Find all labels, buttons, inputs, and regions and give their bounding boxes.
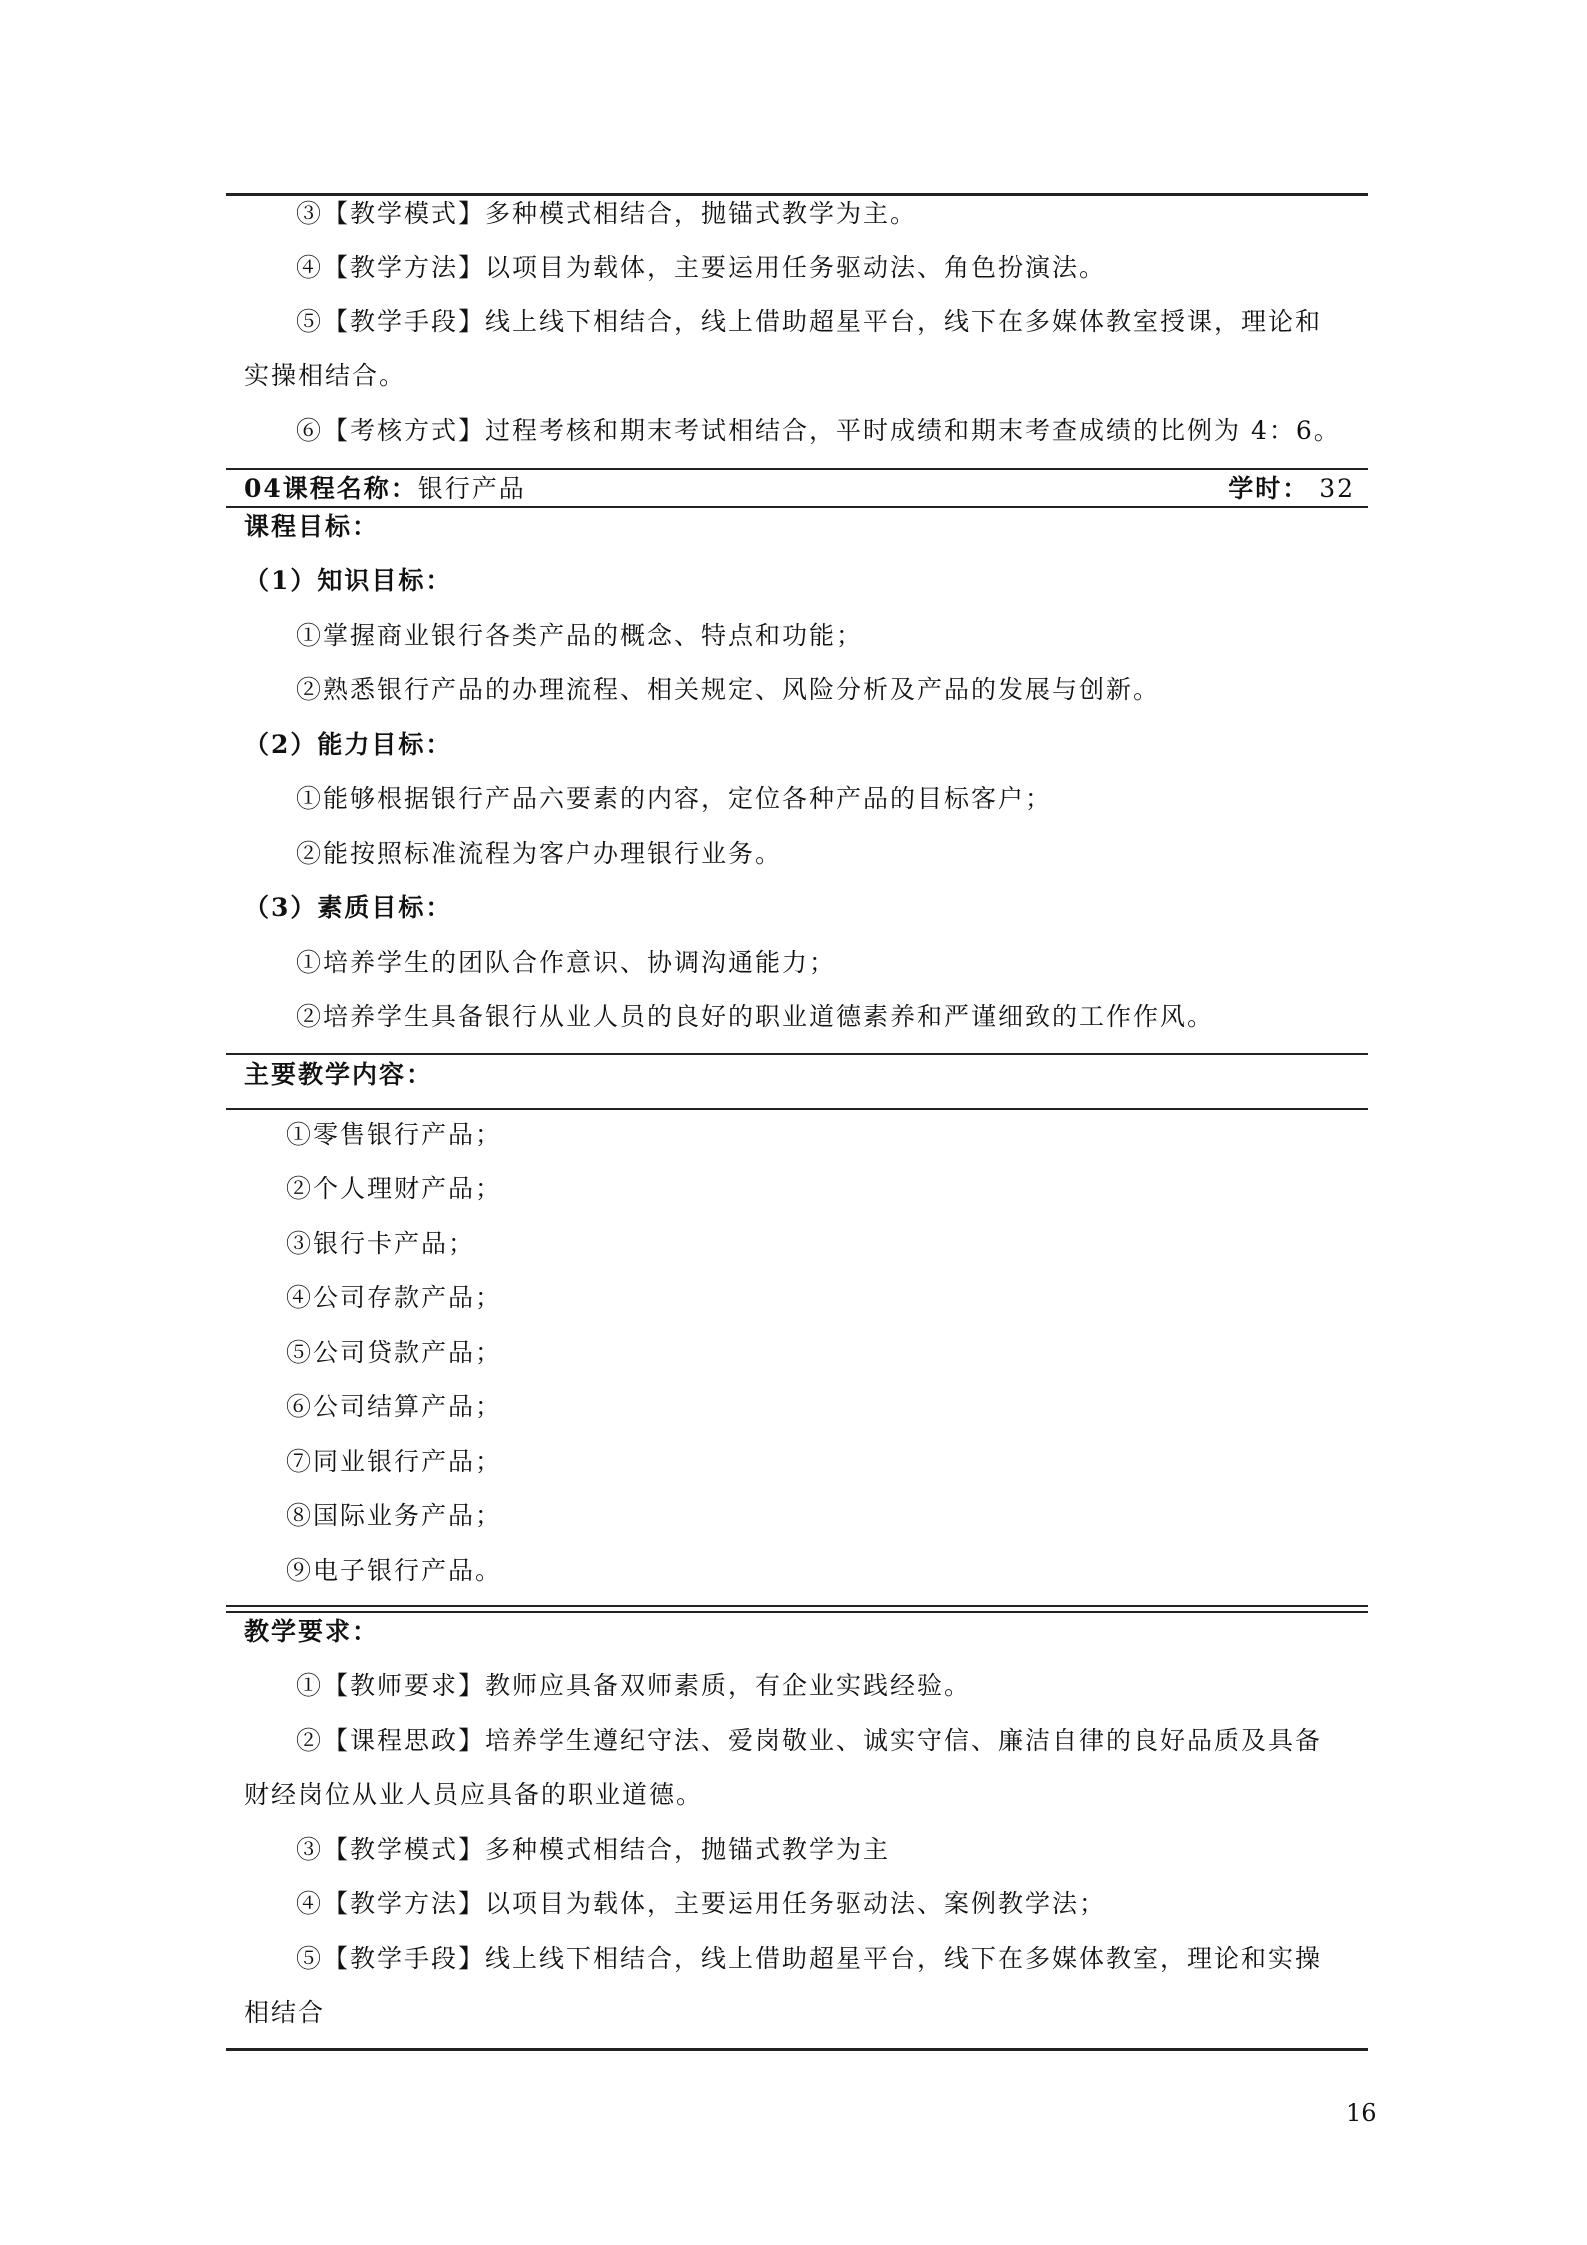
content-item: ⑤公司贷款产品； <box>286 1338 503 1367</box>
content-top-rule <box>226 1053 1368 1055</box>
knowledge-item: ②熟悉银行产品的办理流程、相关规定、风险分析及产品的发展与创新。 <box>296 675 1161 704</box>
continued-line-4: 实操相结合。 <box>244 361 407 390</box>
content-item: ⑨电子银行产品。 <box>286 1556 503 1585</box>
requirements-line: 相结合 <box>244 1998 326 2027</box>
ability-heading: （2）能力目标： <box>244 730 453 759</box>
requirements-line: ②【课程思政】培养学生遵纪守法、爱岗敬业、诚实守信、廉洁自律的良好品质及具备 <box>296 1726 1323 1755</box>
requirements-line: 财经岗位从业人员应具备的职业道德。 <box>244 1780 704 1809</box>
requirements-heading: 教学要求： <box>244 1617 380 1646</box>
course-title-top-rule <box>226 468 1368 470</box>
quality-item: ①培养学生的团队合作意识、协调沟通能力； <box>296 948 837 977</box>
content-item: ③银行卡产品； <box>286 1229 476 1258</box>
content-item: ⑦同业银行产品； <box>286 1447 503 1476</box>
content-item: ⑥公司结算产品； <box>286 1392 503 1421</box>
requirements-line: ⑤【教学手段】线上线下相结合，线上借助超星平台，线下在多媒体教室，理论和实操 <box>296 1944 1323 1973</box>
course-name-label: 04课程名称： <box>244 474 418 503</box>
ability-item: ①能够根据银行产品六要素的内容，定位各种产品的目标客户； <box>296 784 1053 813</box>
knowledge-item: ①掌握商业银行各类产品的概念、特点和功能； <box>296 621 864 650</box>
continued-line-5: ⑥【考核方式】过程考核和期末考试相结合，平时成绩和期末考查成绩的比例为 4：6。 <box>296 416 1341 445</box>
content-item: ①零售银行产品； <box>286 1120 503 1149</box>
content-heading-rule <box>226 1108 1368 1110</box>
requirements-line: ④【教学方法】以项目为载体，主要运用任务驱动法、案例教学法； <box>296 1889 1107 1918</box>
course-hours-value: 32 <box>1319 474 1355 503</box>
course-title-bottom-rule <box>226 506 1368 508</box>
requirements-line: ③【教学模式】多种模式相结合，抛锚式教学为主 <box>296 1835 891 1864</box>
course-hours-label: 学时： <box>1228 474 1310 503</box>
requirements-top-rule-2 <box>226 1611 1368 1613</box>
knowledge-heading: （1）知识目标： <box>244 566 453 595</box>
requirements-line: ①【教师要求】教师应具备双师素质，有企业实践经验。 <box>296 1671 972 1700</box>
content-heading: 主要教学内容： <box>244 1060 434 1089</box>
quality-heading: （3）素质目标： <box>244 893 453 922</box>
course-name: 银行产品 <box>417 474 526 503</box>
course-title-row <box>244 471 1359 507</box>
ability-item: ②能按照标准流程为客户办理银行业务。 <box>296 839 783 868</box>
content-item: ④公司存款产品； <box>286 1283 503 1312</box>
requirements-top-rule-1 <box>226 1605 1368 1607</box>
continued-line-2: ④【教学方法】以项目为载体，主要运用任务驱动法、角色扮演法。 <box>296 253 1107 282</box>
continued-line-3: ⑤【教学手段】线上线下相结合，线上借助超星平台，线下在多媒体教室授课，理论和 <box>296 307 1323 336</box>
content-item: ⑧国际业务产品； <box>286 1501 503 1530</box>
continued-line-1: ③【教学模式】多种模式相结合，抛锚式教学为主。 <box>296 199 918 228</box>
table-bottom-rule <box>226 2048 1368 2051</box>
page-number: 16 <box>1346 2099 1377 2127</box>
course-hours <box>1228 471 1355 507</box>
objectives-heading: 课程目标： <box>244 512 380 541</box>
quality-item: ②培养学生具备银行从业人员的良好的职业道德素养和严谨细致的工作作风。 <box>296 1002 1215 1031</box>
content-item: ②个人理财产品； <box>286 1174 503 1203</box>
